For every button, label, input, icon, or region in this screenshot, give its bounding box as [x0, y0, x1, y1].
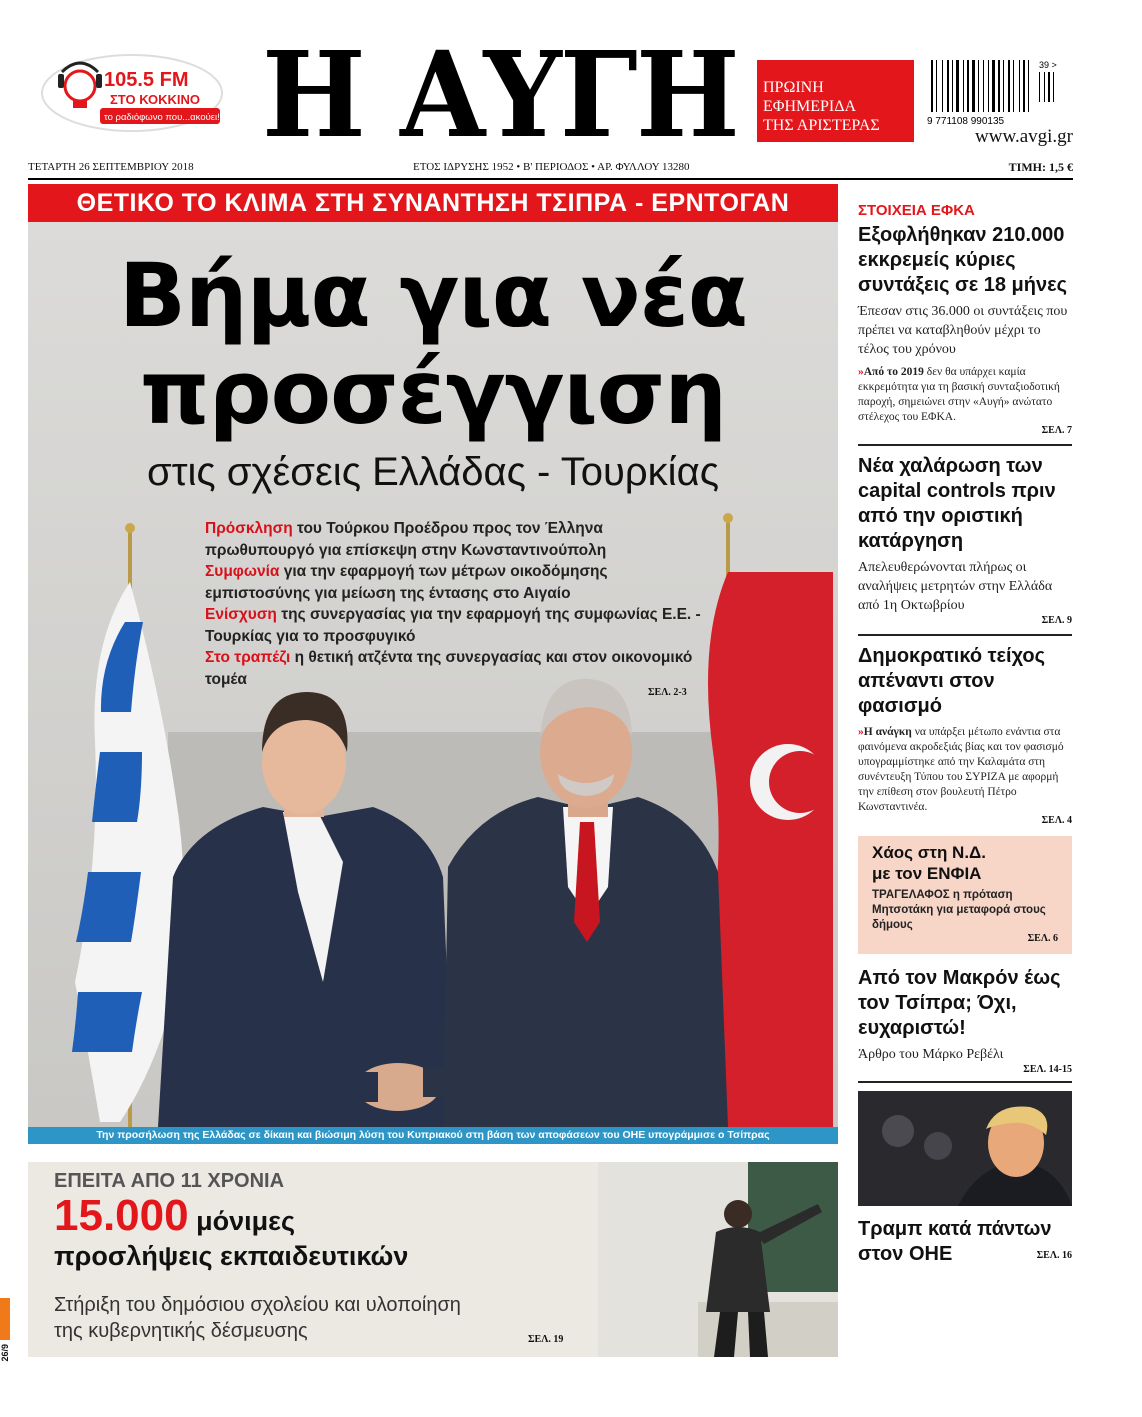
- bullet-item: [205, 518, 705, 561]
- tagline-line: ΤΗΣ ΑΡΙΣΤΕΡΑΣ: [763, 117, 880, 134]
- trump-photo: [858, 1091, 1072, 1206]
- barcode-bars: [931, 60, 1054, 112]
- trump-headline: Τραμπ κατά πάντων: [858, 1218, 1052, 1240]
- main-headline: [28, 244, 838, 444]
- tagline-line: ΕΦΗΜΕΡΙΔΑ: [763, 98, 857, 115]
- bullet-text: για την εφαρμογή των μέτρων οικοδόμησης εμπιστοσύνης για μείωση της έντασης στο Αιγαίο: [205, 563, 608, 602]
- capital-sub: Απελευθερώνονται πλήρως οι αναλήψεις μετρητών στην Ελλάδα από 1η Οκτωβρίου: [858, 560, 1053, 613]
- bullet-text: της συνεργασίας για την εφαρμογή της συμφωνίας Ε.Ε. - Τουρκίας για το προσφυγικό: [205, 606, 701, 645]
- education-story: [28, 1162, 838, 1357]
- macron-story: [858, 954, 1072, 1075]
- main-story: [28, 222, 838, 1127]
- newspaper-title: Η ΑΥΓΗ: [262, 25, 738, 164]
- radio-frequency: 105.5 FM: [104, 69, 189, 91]
- edu-kicker: ΕΠΕΙΤΑ ΑΠΟ 11 ΧΡΟΝΙΑ: [54, 1170, 285, 1192]
- nd-box: Χάος στη Ν.Δ. με τον ΕΝΦΙΑ ΤΡΑΓΕΛΑΦΟΣ η πρόταση Μητσοτάκη για μεταφορά στους δήμους ΣΕΛ. 6: [858, 836, 1072, 954]
- capital-headline: Νέα χαλάρωση των capital controls πριν από την οριστική κατάργηση: [858, 455, 1056, 552]
- side-date-label: 26/9: [0, 1344, 10, 1362]
- main-kicker: ΘΕΤΙΚΟ ΤΟ ΚΛΙΜΑ ΣΤΗ ΣΥΝΑΝΤΗΣΗ ΤΣΙΠΡΑ - ΕΡΝΤΟΓΑΝ: [28, 184, 838, 222]
- edu-headline-rest: μόνιμες: [196, 1206, 295, 1236]
- bullet-item: [205, 647, 705, 690]
- dateline: [28, 158, 1073, 180]
- page-ref: ΣΕΛ. 16: [1036, 1250, 1072, 1261]
- side-date-tab: [0, 1298, 12, 1380]
- bullet-lead: Συμφωνία: [205, 563, 280, 580]
- capital-story: [858, 446, 1072, 626]
- edu-headline-line2: προσλήψεις εκπαιδευτικών: [54, 1241, 409, 1271]
- efka-kicker: ΣΤΟΙΧΕΙΑ ΕΦΚΑ: [858, 202, 975, 219]
- bullet-text: η θετική ατζέντα της συνεργασίας και στον οικονομικό τομέα: [205, 649, 693, 688]
- bullet-lead: Στο τραπέζι: [205, 649, 291, 666]
- website-link[interactable]: www.avgi.gr: [975, 126, 1073, 147]
- page-ref: ΣΕΛ. 7: [1041, 425, 1072, 436]
- macron-sub: Άρθρο του Μάρκο Ρεβέλι: [858, 1047, 1004, 1062]
- fascism-story: [858, 636, 1072, 826]
- bullet-item: [205, 604, 705, 647]
- bullet-lead: Πρόσκληση: [205, 520, 293, 537]
- right-column: [858, 184, 1072, 1267]
- teacher-photo: [598, 1162, 838, 1357]
- efka-sub: Έπεσαν στις 36.000 οι συντάξεις που πρέπει να καταβληθούν μέχρι το τέλος του χρόνου: [858, 304, 1068, 357]
- headline-line: Βήμα για νέα: [118, 244, 748, 347]
- bullet-text: του Τούρκου Προέδρου προς τον Έλληνα πρωθυπουργό για επίσκεψη στην Κωνσταντινούπολη: [205, 520, 607, 559]
- page-ref: ΣΕΛ. 19: [528, 1334, 564, 1345]
- page-ref: ΣΕΛ. 14-15: [1023, 1064, 1072, 1075]
- barcode-number: 9 771108 990135: [927, 116, 1005, 127]
- main-subhead: στις σχέσεις Ελλάδας - Τουρκίας: [147, 450, 719, 494]
- radio-logo: [40, 52, 225, 134]
- issue-date: ΤΕΤΑΡΤΗ 26 ΣΕΠΤΕΜΒΡΙΟΥ 2018: [28, 161, 194, 173]
- page-ref: ΣΕΛ. 4: [1041, 815, 1072, 826]
- efka-story: [858, 184, 1072, 436]
- issue-info: ΕΤΟΣ ΙΔΡΥΣΗΣ 1952 • Β' ΠΕΡΙΟΔΟΣ • ΑΡ. ΦΥΛΛΟΥ 13280: [413, 161, 690, 173]
- fascism-body: »Η ανάγκη να υπάρξει μέτωπο ενάντια στα φαινόμενα ακροδεξιάς βίας και τον φασισμό υπογραμμίστηκε από την Καλαμάτα στη συνέντευξη Τύπου του ΣΥΡΙΖΑ με αφορμή την επίθεση στον βουλευτή Πέτρο Κωνσταντινέα.: [858, 726, 1064, 813]
- page-ref: ΣΕΛ. 2-3: [648, 687, 687, 698]
- bullet-item: [205, 561, 705, 604]
- photo-caption: Την προσήλωση της Ελλάδας σε δίκαιη και βιώσιμη λύση του Κυπριακού στη βάση των αποφάσεων του ΟΗΕ υπογράμμισε ο Τσίπρας: [28, 1127, 838, 1144]
- macron-headline: Από τον Μακρόν έως τον Τσίπρα; Όχι, ευχαριστώ!: [858, 967, 1061, 1039]
- barcode-addon: 39 >: [1039, 60, 1057, 70]
- edu-subhead: Στήριξη του δημόσιου σχολείου και υλοποίηση της κυβερνητικής δέσμευσης: [54, 1294, 461, 1342]
- tagline-box: [757, 60, 914, 142]
- bullet-lead: Ενίσχυση: [205, 606, 277, 623]
- radio-name: ΣΤΟ ΚΟΚΚΙΝΟ: [110, 92, 201, 107]
- page-ref: ΣΕΛ. 6: [1027, 933, 1058, 944]
- fascism-headline: Δημοκρατικό τείχος απέναντι στον φασισμό: [858, 645, 1045, 717]
- edu-headline: [54, 1191, 409, 1274]
- efka-body: »Από το 2019 δεν θα υπάρχει καμία εκκρεμότητα για τη βασική συνταξιοδοτική παροχή, σημειώνει στην «Αυγή» ανώτατο στέλεχος του ΕΦΚΑ.: [858, 366, 1060, 423]
- page-ref: ΣΕΛ. 9: [1041, 615, 1072, 626]
- radio-slogan: το ραδιόφωνο που...ακούει!: [104, 112, 220, 123]
- price: ΤΙΜΗ: 1,5 €: [1008, 160, 1073, 174]
- headline-line: προσέγγιση: [140, 341, 726, 444]
- edu-number: 15.000: [54, 1191, 189, 1240]
- barcode: [927, 58, 1067, 128]
- tagline-line: ΠΡΩΙΝΗ: [763, 79, 824, 96]
- efka-headline: Εξοφλήθηκαν 210.000 εκκρεμείς κύριες συντάξεις σε 18 μήνες: [858, 224, 1068, 296]
- trump-story: Τραμπ κατά πάντων στον ΟΗΕ ΣΕΛ. 16: [858, 1083, 1072, 1267]
- main-bullets: [205, 518, 705, 690]
